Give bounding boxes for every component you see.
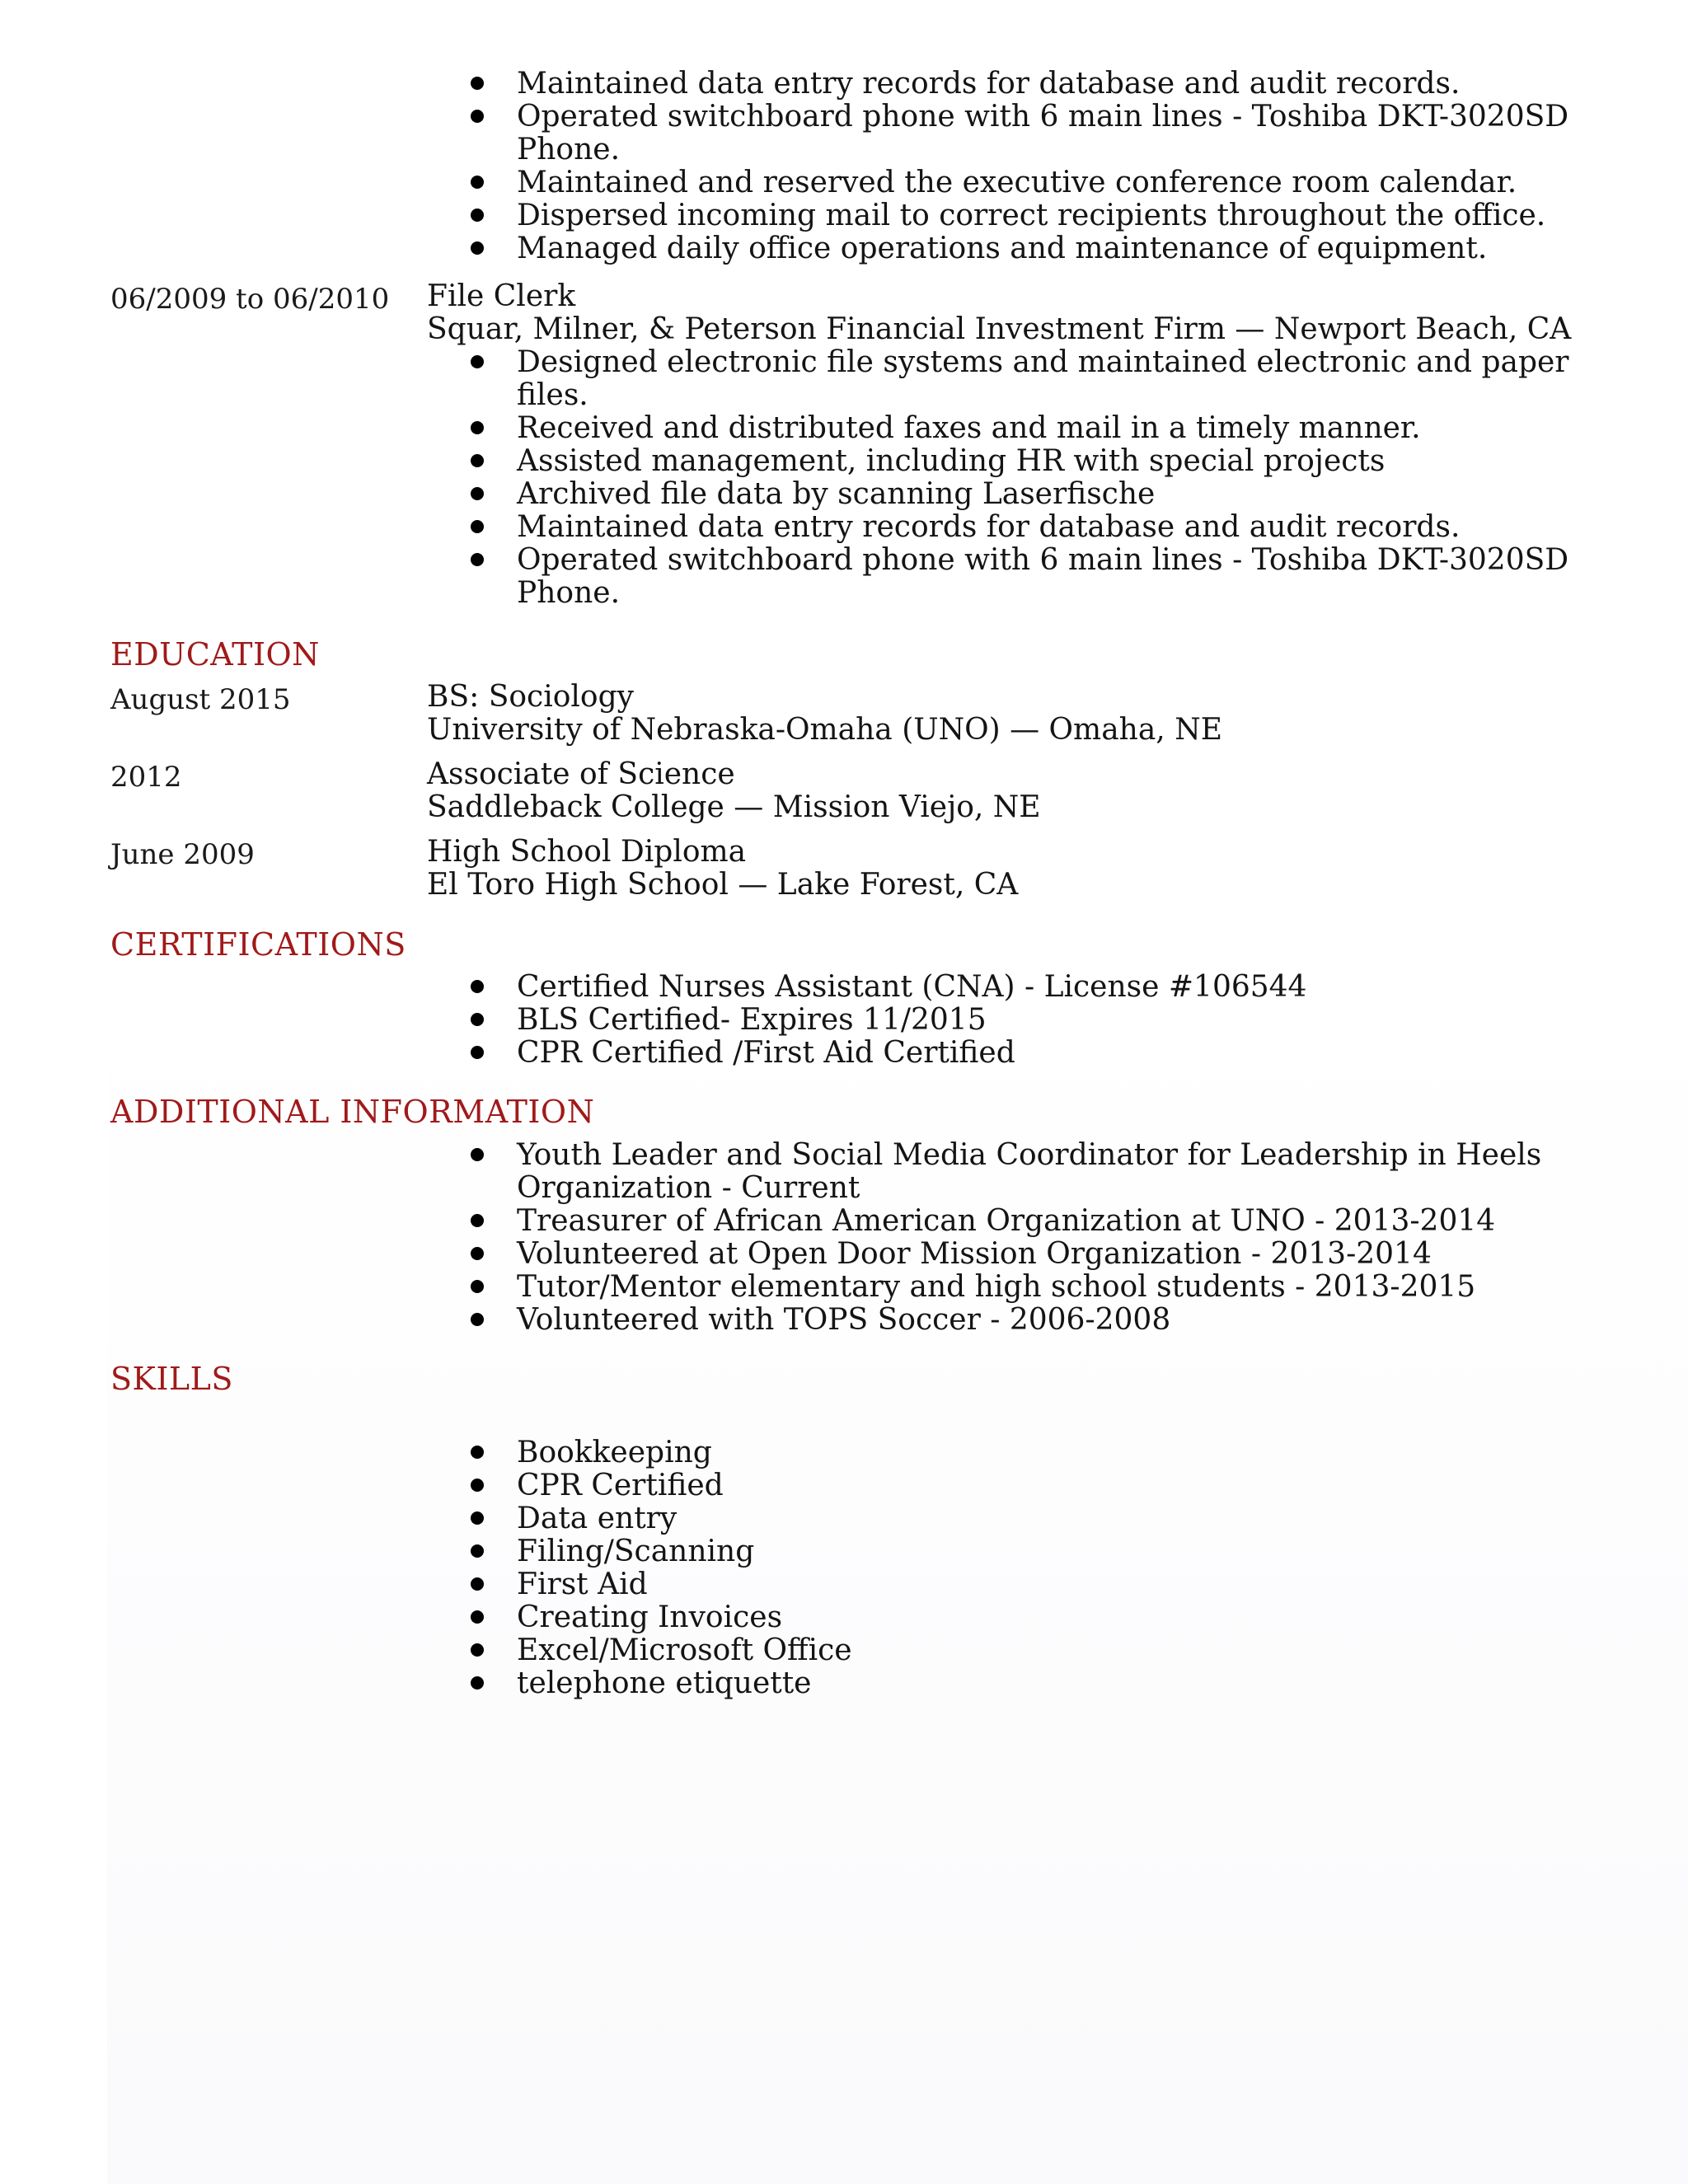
bullet-icon	[471, 176, 484, 189]
bullet-icon	[471, 553, 484, 566]
additional-info-list	[470, 1139, 1613, 1337]
list-item	[470, 1568, 1613, 1601]
bullet-text: First Aid	[517, 1568, 648, 1601]
education-degree: High School Diploma	[427, 835, 747, 869]
bullet-icon	[471, 110, 484, 123]
education-degree: Associate of Science	[427, 757, 735, 791]
skills-heading: SKILLS	[110, 1361, 233, 1397]
bullet-text: Dispersed incoming mail to correct recipients throughout the office.	[517, 199, 1546, 232]
list-item	[470, 1601, 1613, 1634]
bullet-text: Assisted management, including HR with special projects	[517, 444, 1386, 478]
bullet-text: Youth Leader and Social Media Coordinator for Leadership in Heels Organization - Current	[517, 1138, 1542, 1205]
bullet-text: Received and distributed faxes and mail in a timely manner.	[517, 411, 1421, 445]
bullet-icon	[471, 1280, 484, 1293]
list-item	[470, 1469, 1613, 1502]
bullet-icon	[471, 1511, 484, 1525]
bullet-icon	[471, 1313, 484, 1326]
education-date: 2012	[110, 761, 182, 794]
bullet-text: Tutor/Mentor elementary and high school students - 2013-2015	[517, 1270, 1476, 1304]
bullet-text: Managed daily office operations and maintenance of equipment.	[517, 232, 1488, 265]
list-item	[470, 1304, 1613, 1337]
education-school: El Toro High School — Lake Forest, CA	[427, 868, 1019, 902]
bullet-icon	[471, 421, 484, 434]
list-item	[470, 1634, 1613, 1667]
bullet-icon	[471, 1247, 484, 1260]
bullet-text: Maintained data entry records for database and audit records.	[517, 510, 1461, 544]
bullet-icon	[471, 1544, 484, 1558]
list-item	[470, 1535, 1613, 1568]
bullet-icon	[471, 1676, 484, 1690]
bullet-text: Maintained and reserved the executive conference room calendar.	[517, 166, 1517, 199]
bullet-text: Operated switchboard phone with 6 main lines - Toshiba DKT-3020SD Phone.	[517, 100, 1569, 166]
list-item	[470, 1037, 1613, 1070]
education-date: August 2015	[110, 683, 291, 716]
bullet-text: Operated switchboard phone with 6 main lines - Toshiba DKT-3020SD Phone.	[517, 543, 1569, 610]
list-item	[470, 1271, 1613, 1304]
list-item	[470, 1139, 1613, 1205]
bullet-text: Creating Invoices	[517, 1601, 783, 1634]
list-item	[470, 1502, 1613, 1535]
bullet-text: Maintained data entry records for database and audit records.	[517, 67, 1461, 101]
bullet-icon	[471, 1013, 484, 1026]
list-item	[470, 199, 1613, 232]
bullet-icon	[471, 355, 484, 368]
bullet-text: Filing/Scanning	[517, 1535, 755, 1568]
company-line: Squar, Milner, & Peterson Financial Investment Firm — Newport Beach, CA	[427, 312, 1572, 346]
education-school: Saddleback College — Mission Viejo, NE	[427, 790, 1041, 824]
education-date: June 2009	[110, 838, 255, 871]
bullet-text: CPR Certified /First Aid Certified	[517, 1036, 1015, 1070]
bullet-icon	[471, 487, 484, 500]
list-item	[470, 1436, 1613, 1469]
list-item	[470, 445, 1613, 478]
list-item	[470, 412, 1613, 445]
bullet-text: telephone etiquette	[517, 1666, 812, 1700]
additional-info-heading: ADDITIONAL INFORMATION	[110, 1094, 595, 1130]
bullet-text: Excel/Microsoft Office	[517, 1633, 852, 1667]
bullet-text: Certified Nurses Assistant (CNA) - License #106544	[517, 970, 1307, 1004]
bullet-text: Bookkeeping	[517, 1436, 712, 1469]
job-title: File Clerk	[427, 279, 576, 313]
education-degree: BS: Sociology	[427, 680, 634, 714]
list-item	[470, 511, 1613, 544]
bullet-icon	[471, 454, 484, 467]
list-item	[470, 232, 1613, 265]
bullet-icon	[471, 520, 484, 533]
bullet-icon	[471, 1479, 484, 1492]
bullet-text: Archived file data by scanning Laserfische	[517, 477, 1156, 511]
skills-list	[470, 1436, 1613, 1700]
list-item	[470, 68, 1613, 101]
list-item	[470, 1004, 1613, 1037]
list-item	[470, 544, 1613, 610]
bullet-icon	[471, 1643, 484, 1657]
bullet-icon	[471, 241, 484, 255]
bullet-icon	[471, 1610, 484, 1624]
bullet-icon	[471, 1214, 484, 1227]
bullet-icon	[471, 980, 484, 993]
list-item	[470, 1205, 1613, 1238]
bullet-text: Volunteered with TOPS Soccer - 2006-2008	[517, 1303, 1171, 1337]
bullet-icon	[471, 1046, 484, 1059]
education-heading: EDUCATION	[110, 636, 320, 673]
certifications-heading: CERTIFICATIONS	[110, 926, 406, 963]
bullet-icon	[471, 209, 484, 222]
list-item	[470, 478, 1613, 511]
experience-bullets	[470, 346, 1613, 610]
bullet-text: Designed electronic file systems and maintained electronic and paper files.	[517, 345, 1569, 412]
list-item	[470, 1238, 1613, 1271]
bullet-text: Data entry	[517, 1502, 678, 1535]
list-item	[470, 346, 1613, 412]
bullet-text: BLS Certified- Expires 11/2015	[517, 1003, 987, 1037]
experience-dates: 06/2009 to 06/2010	[110, 283, 390, 316]
education-school: University of Nebraska-Omaha (UNO) — Omaha, NE	[427, 713, 1222, 747]
bullet-icon	[471, 1446, 484, 1459]
bullet-text: CPR Certified	[517, 1469, 724, 1502]
list-item	[470, 101, 1613, 166]
bullet-text: Treasurer of African American Organization at UNO - 2013-2014	[517, 1204, 1496, 1238]
bullet-text: Volunteered at Open Door Mission Organization - 2013-2014	[517, 1237, 1432, 1271]
list-item	[470, 1667, 1613, 1700]
list-item	[470, 971, 1613, 1004]
bullet-icon	[471, 77, 484, 90]
bullet-icon	[471, 1148, 484, 1161]
previous-job-bullets	[470, 68, 1613, 265]
bullet-icon	[471, 1577, 484, 1591]
certifications-list	[470, 971, 1613, 1070]
list-item	[470, 166, 1613, 199]
